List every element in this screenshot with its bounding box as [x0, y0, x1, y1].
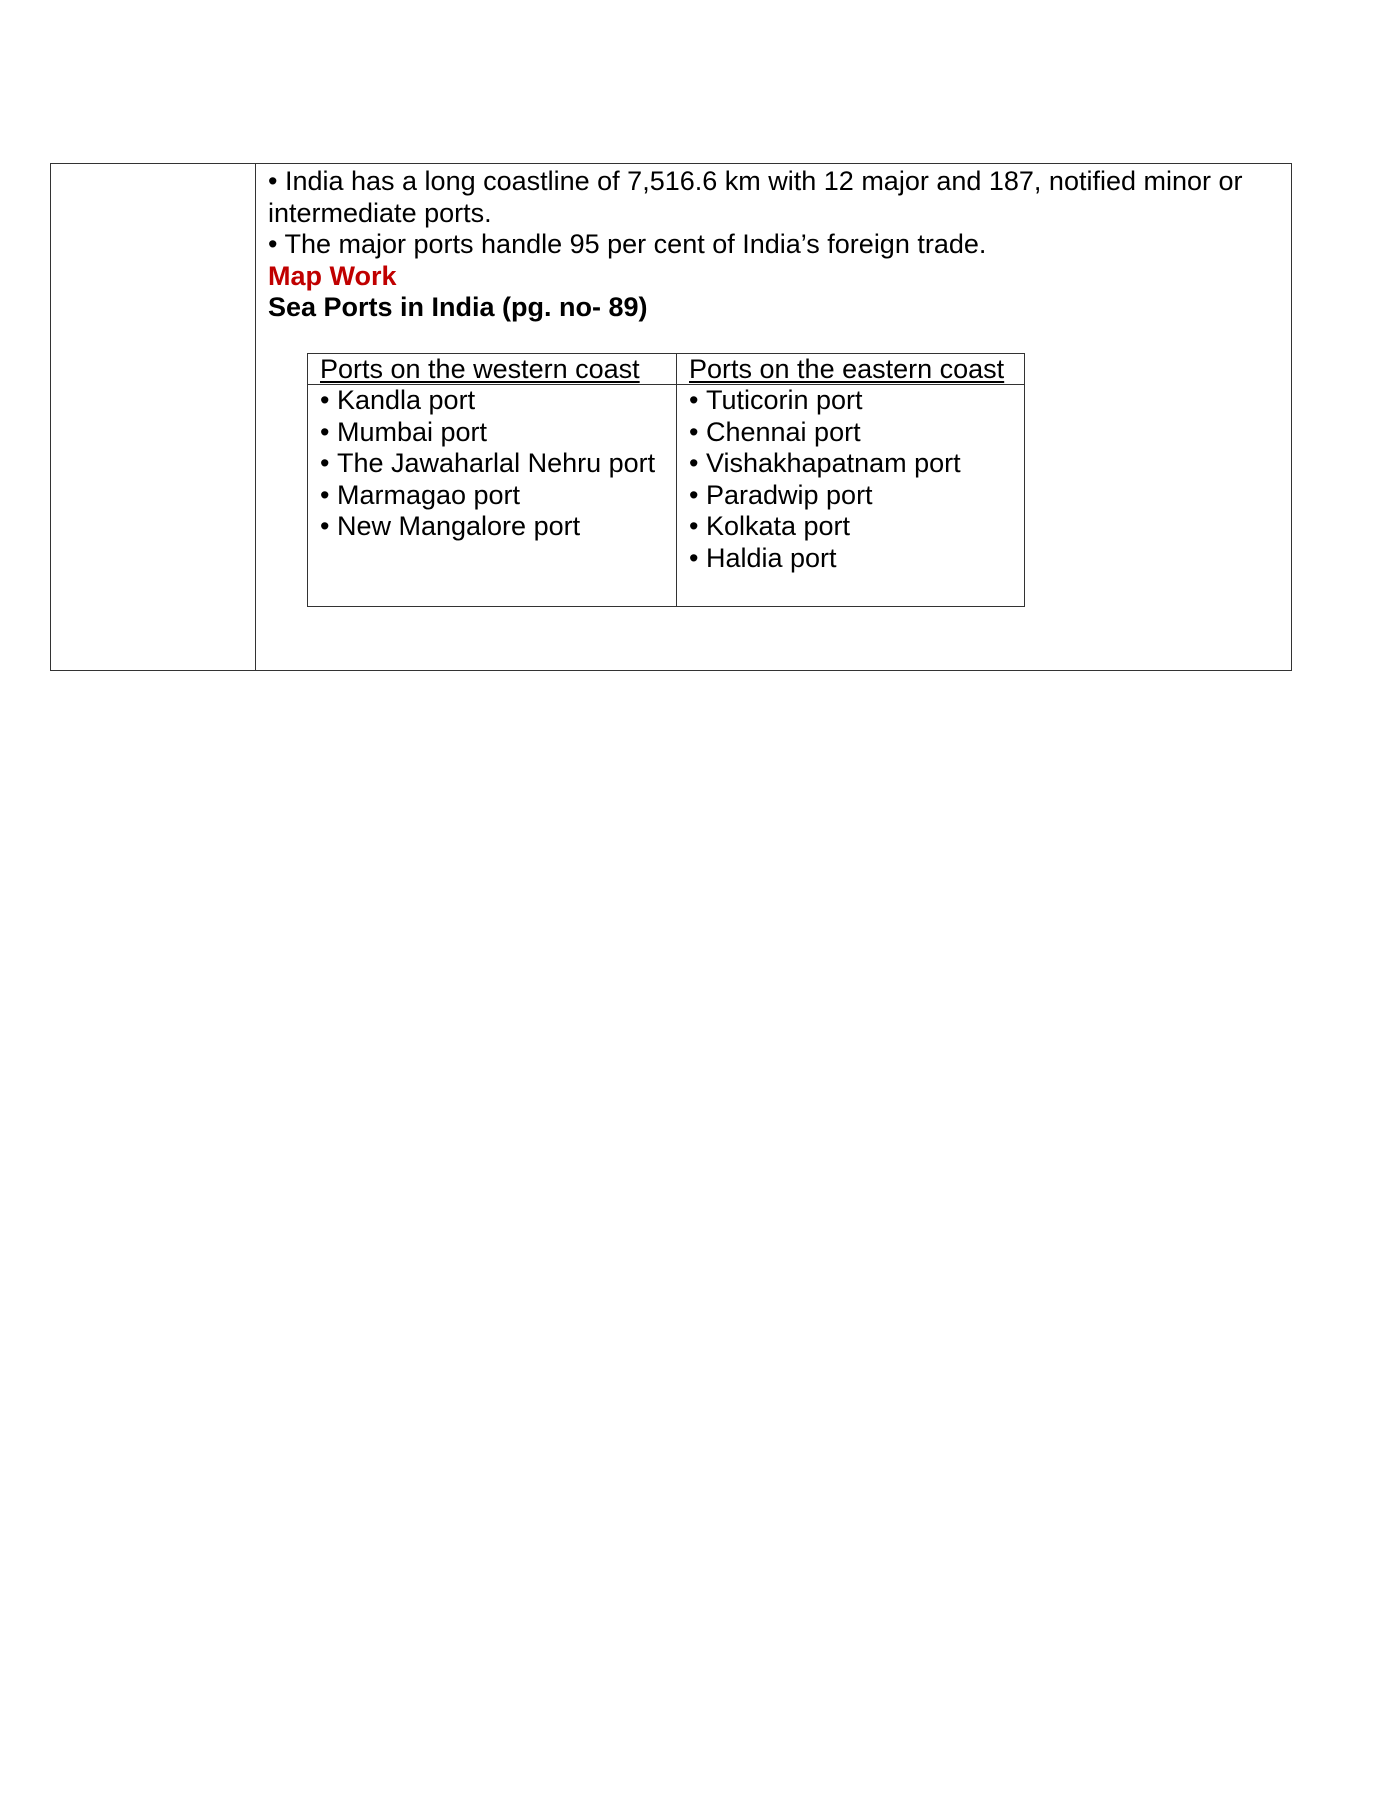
- list-item: • Vishakhapatnam port: [689, 448, 1024, 480]
- list-item: • Chennai port: [689, 417, 1024, 449]
- eastern-ports-list: [677, 385, 1024, 574]
- list-item: • Tuticorin port: [689, 385, 1024, 417]
- list-item: • Kolkata port: [689, 511, 1024, 543]
- western-coast-column: [308, 354, 677, 606]
- content-cell: [256, 164, 1291, 670]
- left-empty-cell: [51, 164, 256, 670]
- list-item: • Kandla port: [320, 385, 676, 417]
- bullet-coastline-continued: intermediate ports.: [268, 197, 492, 228]
- bullet-coastline: • India has a long coastline of 7,516.6 km with 12 major and 187, notified minor or: [268, 166, 1243, 196]
- list-item: • Marmagao port: [320, 480, 676, 512]
- western-ports-list: [308, 385, 676, 543]
- list-item: • Mumbai port: [320, 417, 676, 449]
- list-item: • Haldia port: [689, 543, 1024, 575]
- map-work-heading: Map Work: [268, 260, 397, 291]
- eastern-coast-header: [677, 354, 1024, 385]
- eastern-coast-column: [677, 354, 1024, 606]
- bullet-foreign-trade: • The major ports handle 95 per cent of India’s foreign trade.: [268, 229, 987, 259]
- sea-ports-heading: Sea Ports in India (pg. no- 89): [268, 292, 648, 322]
- eastern-coast-header-text: Ports on the eastern coast: [689, 354, 1005, 384]
- list-item: • Paradwip port: [689, 480, 1024, 512]
- outer-table: [50, 163, 1292, 671]
- ports-table: [307, 353, 1025, 607]
- western-coast-header: [308, 354, 676, 385]
- western-coast-header-text: Ports on the western coast: [320, 354, 640, 384]
- list-item: • New Mangalore port: [320, 511, 676, 543]
- list-item: • The Jawaharlal Nehru port: [320, 448, 676, 480]
